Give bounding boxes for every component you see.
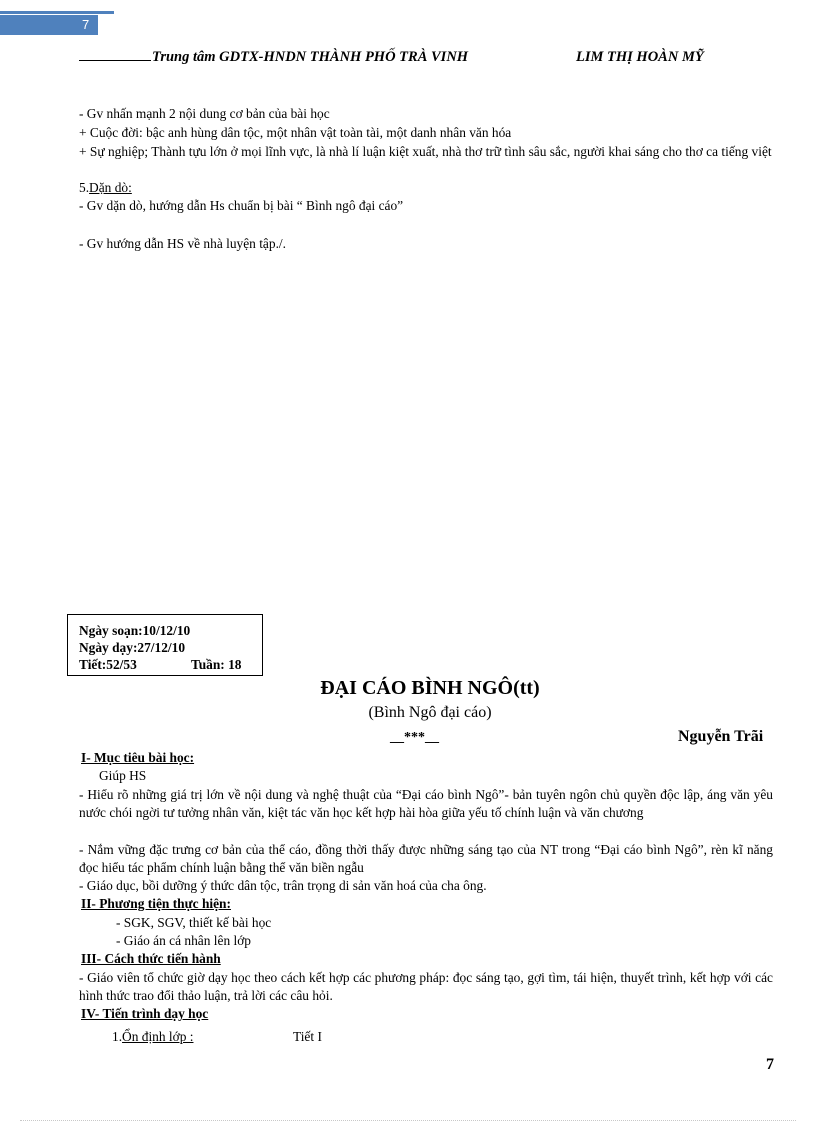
lesson-info-box (67, 614, 263, 676)
objective-educate: - Giáo dục, bồi dưỡng ý thức dân tộc, trân trọng di sản văn hoá của cha ông. (79, 878, 487, 893)
lesson-week: Tuần: 18 (191, 657, 242, 672)
header-school: Trung tâm GDTX-HNDN THÀNH PHỐ TRÀ VINH (152, 49, 469, 65)
process-step-1: 1.Ổn định lớp : (112, 1029, 194, 1044)
lesson-title: ĐẠI CÁO BÌNH NGÔ(tt) (320, 677, 540, 699)
page-tab: 7 (0, 15, 98, 35)
process-step-period: Tiết I (293, 1029, 322, 1044)
date-prepared: Ngày soạn:10/12/10 (79, 623, 191, 638)
summary-line: - Gv nhấn mạnh 2 nội dung cơ bản của bài học (79, 106, 330, 121)
section-process-heading: IV- Tiến trình dạy học (81, 1006, 209, 1021)
homework-practice-line: - Gv hướng dẫn HS về nhà luyện tập./. (79, 236, 286, 251)
section-method-heading: III- Cách thức tiến hành (81, 951, 221, 966)
material-item: - Giáo án cá nhân lên lớp (116, 933, 251, 948)
lesson-period: Tiết:52/53 (79, 657, 137, 672)
decorative-stars: __***__ (390, 730, 439, 745)
summary-career-line: + Sự nghiệp; Thành tựu lớn ở mọi lĩnh vực, là nhà lí luận kiệt xuất, nhà thơ trữ tình sâu sắc, người khai sáng cho thơ ca tiếng việt (79, 144, 772, 159)
section-materials-heading: II- Phương tiện thực hiện: (81, 896, 231, 911)
header-blank (79, 60, 151, 61)
homework-line: - Gv dặn dò, hướng dẫn Hs chuẩn bị bài “ Bình ngô đại cáo” (79, 198, 404, 213)
author-name: Nguyễn Trãi (678, 728, 764, 745)
objective-master: - Nắm vững đặc trưng cơ bản của thể cáo, đồng thời thấy được những sáng tạo của NT trong “Đại cáo bình Ngô”, rèn kĩ năng đọc hiểu tác phẩm chính luận bằng thể văn biền ngẫu (79, 842, 773, 875)
objective-understand: - Hiểu rõ những giá trị lớn về nội dung và nghệ thuật của “Đại cáo bình Ngô”- bản tuyên ngôn chủ quyền độc lập, áng văn yêu nước chói ngời tư tưởng nhân văn, kiệt tác văn học kết hợp hài hòa giữa yếu tố chính luận và văn chương (79, 787, 773, 820)
header-rule (0, 11, 114, 14)
summary-life-line: + Cuộc đời: bậc anh hùng dân tộc, một nhân vật toàn tài, một danh nhân văn hóa (79, 125, 512, 140)
objectives-intro: Giúp HS (99, 768, 147, 783)
header-teacher: LIM THỊ HOÀN MỸ (576, 49, 704, 65)
page-number: 7 (766, 1056, 774, 1073)
homework-heading: 5.Dặn dò: (79, 180, 132, 195)
section-objectives-heading: I- Mục tiêu bài học: (81, 750, 195, 765)
footer-rule (20, 1120, 796, 1121)
lesson-subtitle: (Bình Ngô đại cáo) (368, 704, 492, 721)
date-taught: Ngày dạy:27/12/10 (79, 640, 186, 655)
method-paragraph: - Giáo viên tổ chức giờ dạy học theo cách kết hợp các phương pháp: đọc sáng tạo, gợi tìm, tái hiện, thuyết trình, kết hợp với các hình thức trao đổi thảo luận, trả lời các câu hỏi. (79, 970, 773, 1003)
material-item: - SGK, SGV, thiết kế bài học (116, 915, 272, 930)
